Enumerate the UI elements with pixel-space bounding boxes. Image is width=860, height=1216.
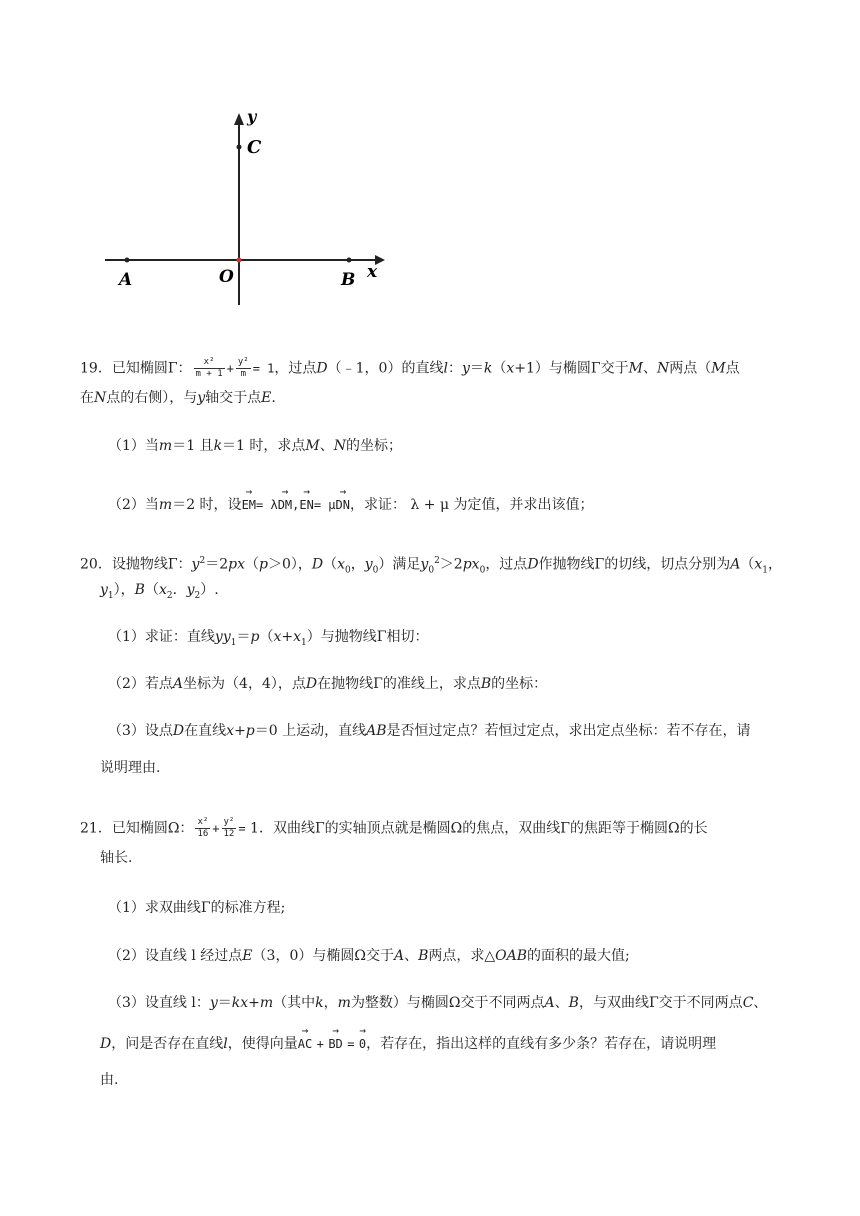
q20-part3-cont: 说明理由. xyxy=(100,760,161,776)
q19-frac1: $\frac{\text{x²}}{m + 1}$ xyxy=(195,357,223,379)
vector-zero: → 0 xyxy=(359,1034,366,1054)
q19-part2: （2）当m＝2 时，设→ EM= λ→ DM,→ EN= μ→ DN，求证： λ + μ 为定值，并求出该值； xyxy=(108,495,594,515)
vector-dm: → DM xyxy=(278,495,292,515)
q20-part2: （2）若点A坐标为（4，4），点D在抛物线Γ的准线上，求点B的坐标： xyxy=(108,676,548,692)
point-o xyxy=(237,258,242,263)
q21-frac1: $\frac{\text{x²}}{16}$ xyxy=(197,817,209,839)
vector-dn: → DN xyxy=(336,495,350,515)
point-c xyxy=(237,145,242,150)
q20-number: 20． xyxy=(80,556,112,573)
vector-en: → EN xyxy=(299,495,313,515)
q20-part1: （1）求证：直线$yy_1=p(x+x_1)$与抛物线Γ相切： xyxy=(108,629,429,648)
q21-part3: （3）设直线 l：y＝kx+m（其中k，m为整数）与椭圆Ω交于不同两点A、B，与双曲线Γ交于不同两点C、 xyxy=(108,995,768,1011)
point-b xyxy=(347,258,352,263)
label-x: x xyxy=(367,262,378,282)
y-axis-arrow xyxy=(234,113,244,125)
vector-ac: → AC xyxy=(298,1034,312,1054)
label-y: y xyxy=(247,107,257,126)
vector-em: → EM xyxy=(242,495,256,515)
q21-number: 21． xyxy=(80,820,112,837)
q19-frac2: $\frac{\text{y²}}{m}$ xyxy=(237,357,249,379)
label-b: B xyxy=(341,270,356,290)
q19-line2: 在N点的右侧），与y轴交于点E. xyxy=(80,390,276,406)
q21-line2: 轴长. xyxy=(100,850,133,866)
q21-part2: （2）设直线 l 经过点E（3，0）与椭圆Ω交于A、B两点，求△OAB的面积的最大值; xyxy=(108,948,630,964)
label-c: C xyxy=(247,137,262,158)
q21-frac2: $\frac{\text{y²}}{12}$ xyxy=(223,817,235,839)
q19-part1: （1）当m＝1 且k＝1 时，求点M、N的坐标； xyxy=(108,438,402,454)
label-o: O xyxy=(219,267,234,287)
q21-part3-line2: D，问是否存在直线l，使得向量→ AC + → BD = → 0，若存在，指出这样的直线有多少条？若存在，请说明理 xyxy=(100,1034,716,1054)
label-a: A xyxy=(119,270,133,290)
point-a xyxy=(125,258,130,263)
q19-number: 19． xyxy=(80,360,112,377)
q20-part3: （3）设点D在直线x+p＝0 上运动，直线AB是否恒过定点？若恒过定点，求出定点坐标：若不存在，请 xyxy=(108,723,751,739)
q21-part1: （1）求双曲线Γ的标准方程; xyxy=(108,900,286,916)
q20-line2: $y_1$），$B(x_2$．$y_2$）. xyxy=(100,582,219,601)
q21-line1: 21．已知椭圆Ω： $\frac{\text{x²}}{16}$ + $\frac{\text{y²}}{12}$ = 1．双曲线Γ的实轴顶点就是椭圆Ω的焦点，双曲线Γ的焦距等于椭圆Ω的长 xyxy=(80,817,708,839)
coordinate-figure xyxy=(95,105,395,315)
vector-bd: → BD xyxy=(328,1034,342,1054)
q21-part3-line3: 由. xyxy=(100,1072,119,1088)
q19-line1: 19．已知椭圆Γ： $\frac{\text{x²}}{m + 1}$ + $\frac{\text{y²}}{m}$ = 1，过点D（﹣1，0）的直线l：y＝k（x+1）与椭圆Γ交于M、N两点（M点 xyxy=(80,357,740,379)
q20-line1: 20．设抛物线Γ：$y^2=2px(p>0)$，$D(x_0$，$y_0$）满足$y_0^2>2px_0$，过点D作抛物线Γ的切线，切点分别为$A(x_1$， xyxy=(80,556,783,576)
